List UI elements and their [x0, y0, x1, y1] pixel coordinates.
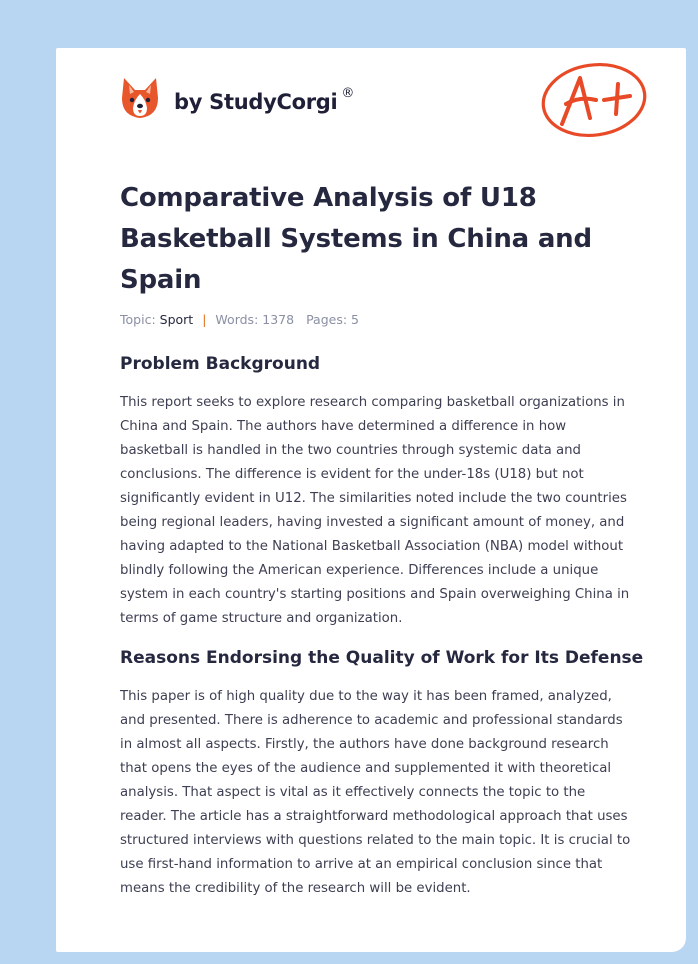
- a-plus-grade-icon: [538, 58, 650, 146]
- topic-label: Topic:: [120, 312, 156, 327]
- pages-label: Pages:: [306, 312, 348, 327]
- registered-mark: ®: [341, 86, 355, 101]
- topic-link[interactable]: Sport: [159, 312, 194, 327]
- brand-name: by StudyCorgi ®: [174, 86, 355, 114]
- section-body: This paper is of high quality due to the way it has been framed, analyzed, and presented. There is adherence to academic and professional standards in almost all aspects. Firstly, the authors have done background research that opens the eyes of the audience and supplemented it with theoretical analysis. That aspect is vital as it effectively connects the topic to the reader. The article has a straightforward methodological approach that uses structured interviews with questions related to the main topic. It is crucial to use first-hand information to arrive at an empirical conclusion since that means the credibility of the research will be evident.: [120, 689, 631, 896]
- pages-value: 5: [351, 312, 359, 327]
- meta-separator: |: [202, 312, 207, 327]
- words-value: 1378: [262, 312, 295, 327]
- section-heading: Reasons Endorsing the Quality of Work for Its Defense: [120, 648, 644, 668]
- section-body: This report seeks to explore research comparing basketball organizations in China and Spain. The authors have determined a difference in how basketball is handled in the two countries through systemic data and conclusions. The difference is evident for the under-18s (U18) but not significantly evident in U12. The similarities noted include the two countries being regional leaders, having invested a significant amount of money, and having adapted to the National Basketball Association (NBA) model without blindly following the American experience. Differences include a unique system in each country's starting positions and Spain overweighing China in terms of game structure and organization.: [120, 395, 630, 626]
- section-heading: Problem Background: [120, 354, 321, 374]
- words-label: Words:: [215, 312, 259, 327]
- document-meta: [120, 312, 359, 327]
- corgi-icon: [120, 76, 160, 120]
- document-title: Comparative Analysis of U18 Basketball Systems in China and Spain: [120, 183, 592, 295]
- studycorgi-logo[interactable]: [120, 76, 354, 120]
- document-card: [56, 48, 686, 952]
